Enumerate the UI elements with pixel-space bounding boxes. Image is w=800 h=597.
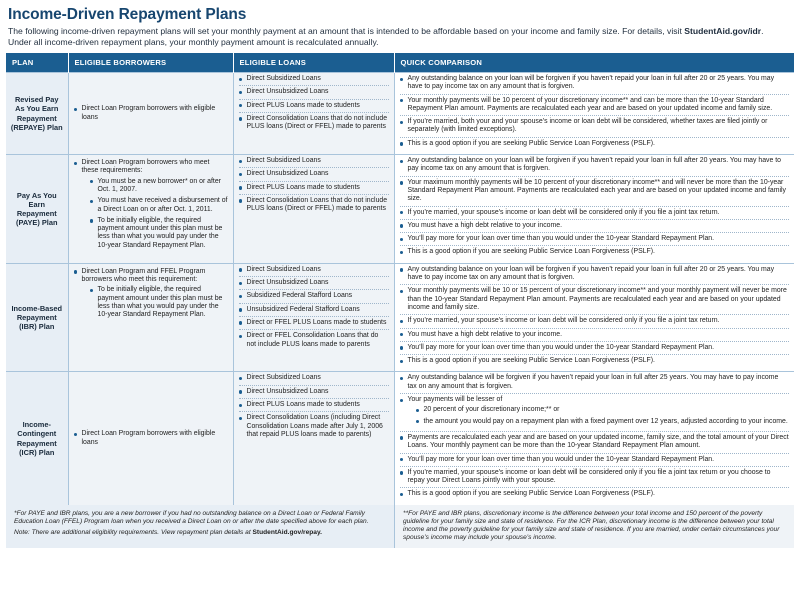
loan-item: Direct Consolidation Loans that do not include PLUS loans (Direct or FFEL) made to parents <box>239 115 389 134</box>
quick-comparison-cell <box>394 372 794 505</box>
comparison-item: You’ll pay more for your loan over time than you would under the 10-year Standard Repayment Plan. <box>400 456 790 467</box>
eligible-borrowers-list <box>74 268 228 320</box>
loan-item: Direct Subsidized Loans <box>239 374 389 385</box>
comparison-item: If you’re married, both your and your spouse’s income or loan debt will be considered, whether taxes are filed jointly or separately (with limited exceptions). <box>400 118 790 138</box>
eligible-borrower-text: Direct Loan Program borrowers who meet these requirements: <box>81 159 210 175</box>
loan-item: Direct Subsidized Loans <box>239 266 389 277</box>
loan-item: Subsidized Federal Stafford Loans <box>239 292 389 303</box>
eligible-loans-cell <box>233 372 394 505</box>
plan-name: Pay As You Earn Repayment (PAYE) Plan <box>6 155 68 264</box>
comparison-item: If you’re married, your spouse’s income or loan debt will be considered only if you file a joint tax return or you choose to repay your Direct Loans jointly with your spouse. <box>400 469 790 489</box>
intro-period: . <box>761 26 764 36</box>
table-row <box>6 263 794 372</box>
eligible-borrower-text: Direct Loan Program borrowers with eligible loans <box>81 105 216 121</box>
payment-option-item: 20 percent of your discretionary income;** or <box>416 406 790 414</box>
eligible-borrowers-cell <box>68 73 233 155</box>
quick-comparison-list <box>400 266 790 368</box>
eligible-loans-cell <box>233 263 394 372</box>
eligible-borrower-text: Direct Loan Program and FFEL Program borrowers who meet this requirement: <box>81 267 206 284</box>
plan-name: Income-Based Repayment (IBR) Plan <box>6 263 68 372</box>
eligible-requirements-list <box>82 286 228 319</box>
comparison-item: Any outstanding balance on your loan will be forgiven if you haven’t repaid your loan in full after 20 or 25 years. You may have to pay income tax on any amount that is forgiven. <box>400 75 790 95</box>
footnote-discretionary-income: **For PAYE and IBR plans, discretionary income is the difference between your total income and 150 percent of the poverty guideline for your family size and state of residence. For the ICR Plan, discretionary income is the difference between your total income and the poverty guideline for your family size and state of residence. If you are married, under certain circumstances your spouse’s income may include your spouse’s income. <box>403 509 780 542</box>
table-row <box>6 73 794 155</box>
comparison-item: Your monthly payments will be 10 percent of your discretionary income** and can be more than the 10-year Standard Repayment Plan amount. Payments are recalculated each year and are based on your updated income and family size. <box>400 97 790 117</box>
comparison-item: Any outstanding balance on your loan will be forgiven if you haven’t repaid your loan in full after 20 or 25 years. You may have to pay income tax on any amount that is forgiven. <box>400 266 790 286</box>
quick-comparison-cell <box>394 263 794 372</box>
eligible-loans-cell <box>233 73 394 155</box>
loan-item: Direct Consolidation Loans that do not include PLUS loans (Direct or FFEL) made to parents <box>239 197 389 216</box>
loan-item: Direct Subsidized Loans <box>239 75 389 86</box>
quick-comparison-cell <box>394 73 794 155</box>
intro-line-2: Under all income-driven repayment plans, your monthly payment amount is recalculated annually. <box>8 37 379 47</box>
intro-text: The following income-driven repayment plans will set your monthly payment at an amount that is intended to be affordable based on your income and family size. For details, visit <box>8 26 682 36</box>
loan-item: Direct Unsubsidized Loans <box>239 388 389 399</box>
footnote-note-text: Note: There are additional eligibility requirements. View repayment plan details at <box>14 529 251 537</box>
payment-options-list <box>408 406 790 426</box>
loan-item: Direct PLUS Loans made to students <box>239 401 389 412</box>
table-body <box>6 73 794 505</box>
comparison-item: This is a good option if you are seeking Public Service Loan Forgiveness (PSLF). <box>400 140 790 150</box>
eligible-loans-list <box>239 75 389 133</box>
plan-name: Income-Contingent Repayment (ICR) Plan <box>6 372 68 505</box>
comparison-item: You’ll pay more for your loan over time than you would under the 10-year Standard Repayment Plan. <box>400 235 790 246</box>
intro-paragraph <box>8 26 794 48</box>
loan-item: Direct or FFEL Consolidation Loans that do not include PLUS loans made to parents <box>239 332 389 351</box>
comparison-item: You’ll pay more for your loan over time than you would under the 10-year Standard Repayment Plan. <box>400 344 790 355</box>
eligible-loans-list <box>239 374 389 441</box>
quick-comparison-list <box>400 75 790 150</box>
comparison-item: Your maximum monthly payments will be 10 percent of your discretionary income** and will never be more than the 10-year Standard Repayment Plan amount. Payments are recalculated each year and are based on your updated income and family size. <box>400 179 790 207</box>
comparison-item <box>400 396 790 432</box>
comparison-item: You must have a high debt relative to your income. <box>400 331 790 342</box>
loan-item: Direct or FFEL PLUS Loans made to students <box>239 319 389 330</box>
loan-item: Direct Consolidation Loans (including Direct Consolidation Loans made after July 1, 2006 that repaid PLUS loans made to parents) <box>239 414 389 441</box>
quick-comparison-cell <box>394 155 794 264</box>
eligible-borrowers-cell <box>68 155 233 264</box>
table-header-row <box>6 53 794 73</box>
eligible-borrowers-list <box>74 159 228 250</box>
table-row <box>6 155 794 264</box>
payment-option-item: the amount you would pay on a repayment plan with a fixed payment over 12 years, adjusted according to your income. <box>416 418 790 426</box>
loan-item: Direct Subsidized Loans <box>239 157 389 168</box>
eligible-loans-cell <box>233 155 394 264</box>
page-title: Income-Driven Repayment Plans <box>8 6 247 23</box>
eligible-borrower-text: Direct Loan Program borrowers with eligible loans <box>81 430 216 446</box>
footnotes <box>6 505 794 548</box>
comparison-item: Payments are recalculated each year and are based on your updated income, family size, and the total amount of your Direct Loans. Your monthly payment can be more than the 10-year Standard Repayment Plan amount. <box>400 434 790 454</box>
comparison-item: You must have a high debt relative to your income. <box>400 222 790 233</box>
list-item <box>74 430 228 447</box>
loan-item: Direct Unsubsidized Loans <box>239 88 389 99</box>
comparison-item: This is a good option if you are seeking Public Service Loan Forgiveness (PSLF). <box>400 490 790 500</box>
eligible-requirements-list <box>82 178 228 250</box>
eligible-borrowers-cell <box>68 263 233 372</box>
loan-item: Unsubsidized Federal Stafford Loans <box>239 306 389 317</box>
list-item <box>74 159 228 250</box>
eligible-borrowers-list <box>74 430 228 447</box>
plan-name: Revised Pay As You Earn Repayment (REPAYE) Plan <box>6 73 68 155</box>
eligible-borrowers-list <box>74 105 228 122</box>
loan-item: Direct PLUS Loans made to students <box>239 184 389 195</box>
comparison-text: Your payments will be lesser of <box>407 396 503 404</box>
eligible-borrowers-cell <box>68 372 233 505</box>
header-eligible-borrowers: ELIGIBLE BORROWERS <box>68 53 233 73</box>
comparison-item: Your monthly payments will be 10 or 15 percent of your discretionary income** and your monthly payment will never be more than the 10-year Standard Repayment Plan amount. Payments are recalculated each year and are based on your updated income and family size. <box>400 287 790 315</box>
comparison-item: If you’re married, your spouse’s income or loan debt will be considered only if you file a joint tax return. <box>400 317 790 328</box>
intro-link[interactable]: StudentAid.gov/idr <box>684 26 762 36</box>
comparison-item: Any outstanding balance on your loan will be forgiven if you haven’t repaid your loan in full after 20 years. You may have to pay income tax on any amount that is forgiven. <box>400 157 790 177</box>
list-item <box>74 105 228 122</box>
header-plan: PLAN <box>6 53 68 73</box>
footnote-note-link[interactable]: StudentAid.gov/repay. <box>252 529 322 537</box>
loan-item: Direct PLUS Loans made to students <box>239 102 389 113</box>
eligible-loans-list <box>239 157 389 215</box>
comparison-item: This is a good option if you are seeking Public Service Loan Forgiveness (PSLF). <box>400 248 790 258</box>
footnote-left <box>6 505 394 548</box>
header-quick-comparison: QUICK COMPARISON <box>394 53 794 73</box>
requirement-item: You must be a new borrower* on or after Oct. 1, 2007. <box>90 178 228 195</box>
header-eligible-loans: ELIGIBLE LOANS <box>233 53 394 73</box>
comparison-item: Any outstanding balance will be forgiven if you haven’t repaid your loan in full after 25 years. You may have to pay income tax on any amount that is forgiven. <box>400 374 790 394</box>
requirement-item: You must have received a disbursement of a Direct Loan on or after Oct. 1, 2011. <box>90 197 228 214</box>
list-item <box>74 268 228 320</box>
comparison-item: If you’re married, your spouse’s income or loan debt will be considered only if you file a joint tax return. <box>400 209 790 220</box>
loan-item: Direct Unsubsidized Loans <box>239 170 389 181</box>
loan-item: Direct Unsubsidized Loans <box>239 279 389 290</box>
quick-comparison-list <box>400 157 790 259</box>
footnote-right <box>394 505 794 548</box>
requirement-item: To be initially eligible, the required payment amount under this plan must be less than what you would pay under the 10-year Standard Repayment Plan. <box>90 286 228 319</box>
comparison-item: This is a good option if you are seeking Public Service Loan Forgiveness (PSLF). <box>400 357 790 367</box>
footnote-note <box>14 529 386 537</box>
eligible-loans-list <box>239 266 389 351</box>
plans-table <box>6 53 794 505</box>
quick-comparison-list <box>400 374 790 500</box>
footnote-new-borrower: *For PAYE and IBR plans, you are a new borrower if you had no outstanding balance on a Direct Loan or Federal Family Education Loan (FFEL) Program loan when you received a Direct Loan on or after the date specified above for each plan. <box>14 509 369 525</box>
requirement-item: To be initially eligible, the required payment amount under this plan must be less than what you would pay under the 10-year Standard Repayment Plan. <box>90 217 228 250</box>
table-row <box>6 372 794 505</box>
